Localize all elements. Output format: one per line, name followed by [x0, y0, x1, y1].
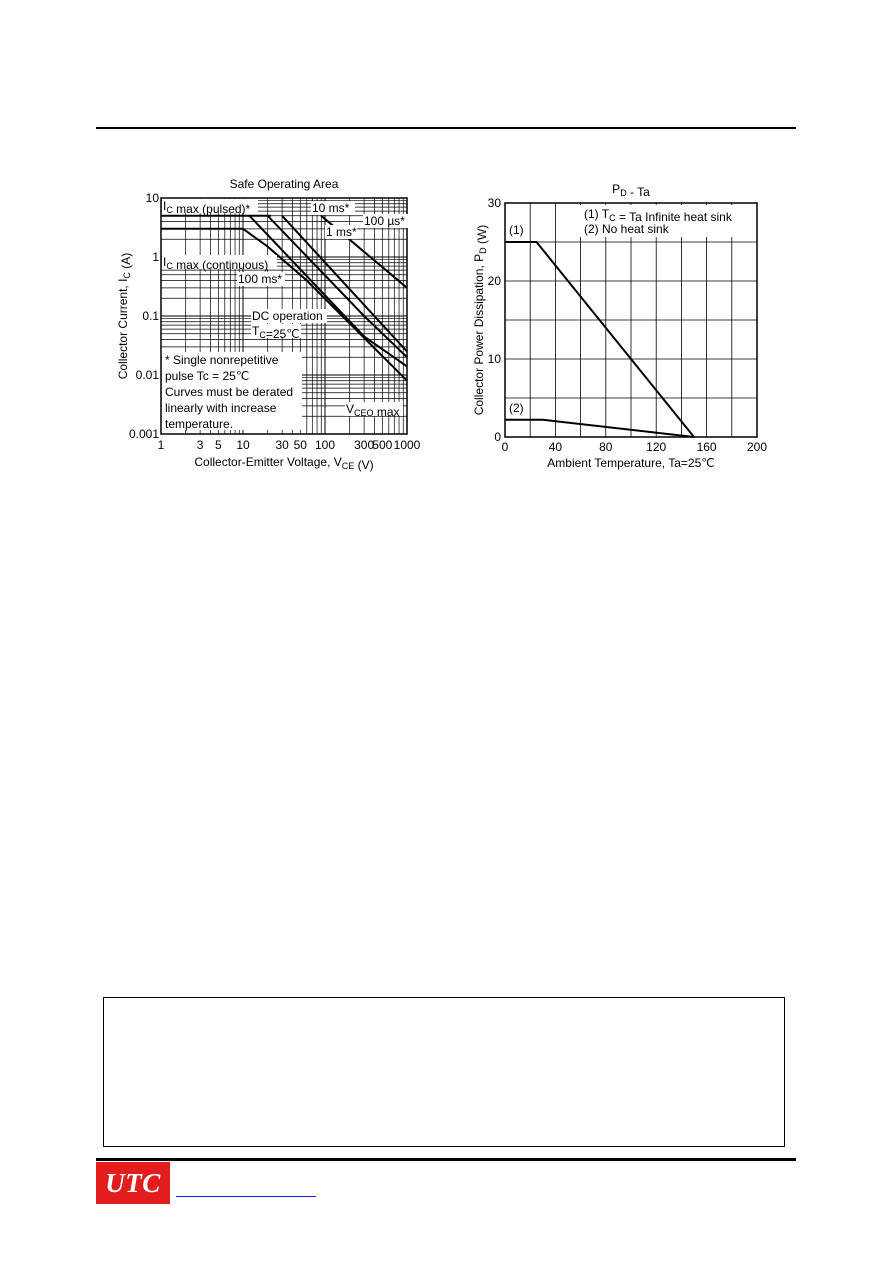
utc-logo [96, 1162, 170, 1204]
pd-y-tick-label: 20 [487, 274, 501, 288]
footer-rule [96, 1158, 796, 1161]
soa-x-tick-label: 100 [314, 438, 336, 452]
soa-y-tick-label: 0.1 [142, 309, 159, 323]
pd-chart [472, 182, 767, 470]
pd-y-tick-label: 10 [487, 352, 501, 366]
pd-legend-entry: (1) $T_C = Ta$ Infinite heat sink [584, 207, 732, 224]
soa-annotation: 100 µs* [364, 214, 405, 228]
soa-annotation: $I_C$ max (continuous) [163, 255, 269, 272]
soa-x-tick-label: 1000 [393, 438, 421, 452]
soa-annotation: DC operation [252, 309, 323, 323]
utc-logo-text: UTC [105, 1167, 161, 1198]
soa-annotation: 1 ms* [326, 225, 357, 239]
pd-y-tick-label: 0 [494, 430, 501, 444]
soa-note-line: Curves must be derated [165, 385, 294, 399]
pd-x-tick-label: 200 [746, 440, 768, 454]
soa-y-axis-label: Collector Current, $I_C$ (A) [116, 252, 133, 380]
soa-y-tick-label: 0.01 [135, 368, 159, 382]
pd-y-tick-label: 30 [487, 196, 501, 210]
soa-y-tick-label: 1 [152, 250, 159, 264]
soa-title: Safe Operating Area [229, 177, 339, 191]
soa-y-tick-label: 10 [145, 191, 159, 205]
soa-x-tick-label: 10 [236, 438, 250, 452]
soa-x-tick-label: 3 [196, 438, 204, 452]
soa-x-tick-label: 5 [214, 438, 222, 452]
soa-annotation: $V_{CEO}$ max [346, 402, 400, 419]
pd-y-axis-label: Collector Power Dissipation, $P_D$ (W) [472, 224, 489, 416]
soa-x-tick-label: 300 [354, 438, 375, 452]
soa-note-line: temperature. [165, 417, 234, 431]
pd-series-line [505, 242, 694, 437]
soa-x-tick-label: 1 [157, 438, 165, 452]
soa-y-tick-label: 0.001 [128, 427, 159, 441]
pd-x-axis-label: Ambient Temperature, Ta=25℃ [547, 456, 715, 470]
soa-x-tick-label: 30 [275, 438, 289, 452]
pd-x-tick-label: 0 [501, 440, 509, 454]
soa-note-line: * Single nonrepetitive [165, 353, 279, 367]
soa-x-axis-label: Collector-Emitter Voltage, $V_{CE}$ (V) [194, 455, 374, 472]
soa-series-line [161, 229, 268, 247]
pd-x-tick-label: 160 [696, 440, 717, 454]
pd-x-tick-label: 80 [599, 440, 613, 454]
soa-note-line: linearly with increase [165, 401, 277, 415]
website-link[interactable] [176, 1195, 316, 1197]
pd-grid [505, 203, 757, 437]
pd-series-label: (1) [509, 223, 524, 237]
soa-x-tick-label: 50 [293, 438, 307, 452]
soa-annotation: 10 ms* [312, 201, 350, 215]
pd-legend-entry: (2) No heat sink [584, 222, 669, 236]
pd-annotations [507, 205, 756, 415]
pd-x-tick-label: 120 [646, 440, 667, 454]
soa-note-line: pulse Tc = 25℃ [165, 369, 250, 383]
notice-box [103, 997, 785, 1147]
pd-x-tick-label: 40 [548, 440, 563, 454]
soa-chart [116, 177, 421, 472]
soa-x-tick-label: 500 [372, 438, 393, 452]
pd-curves [505, 242, 694, 437]
soa-annotation: 100 ms* [238, 272, 283, 286]
pd-series-line [505, 420, 694, 437]
pd-series-label: (2) [509, 400, 524, 415]
pd-title: $P_D$ - Ta [612, 182, 650, 199]
soa-annotation: $I_C$ max (pulsed)* [163, 199, 251, 216]
soa-annotation: $T_C=25℃$ [252, 324, 300, 341]
